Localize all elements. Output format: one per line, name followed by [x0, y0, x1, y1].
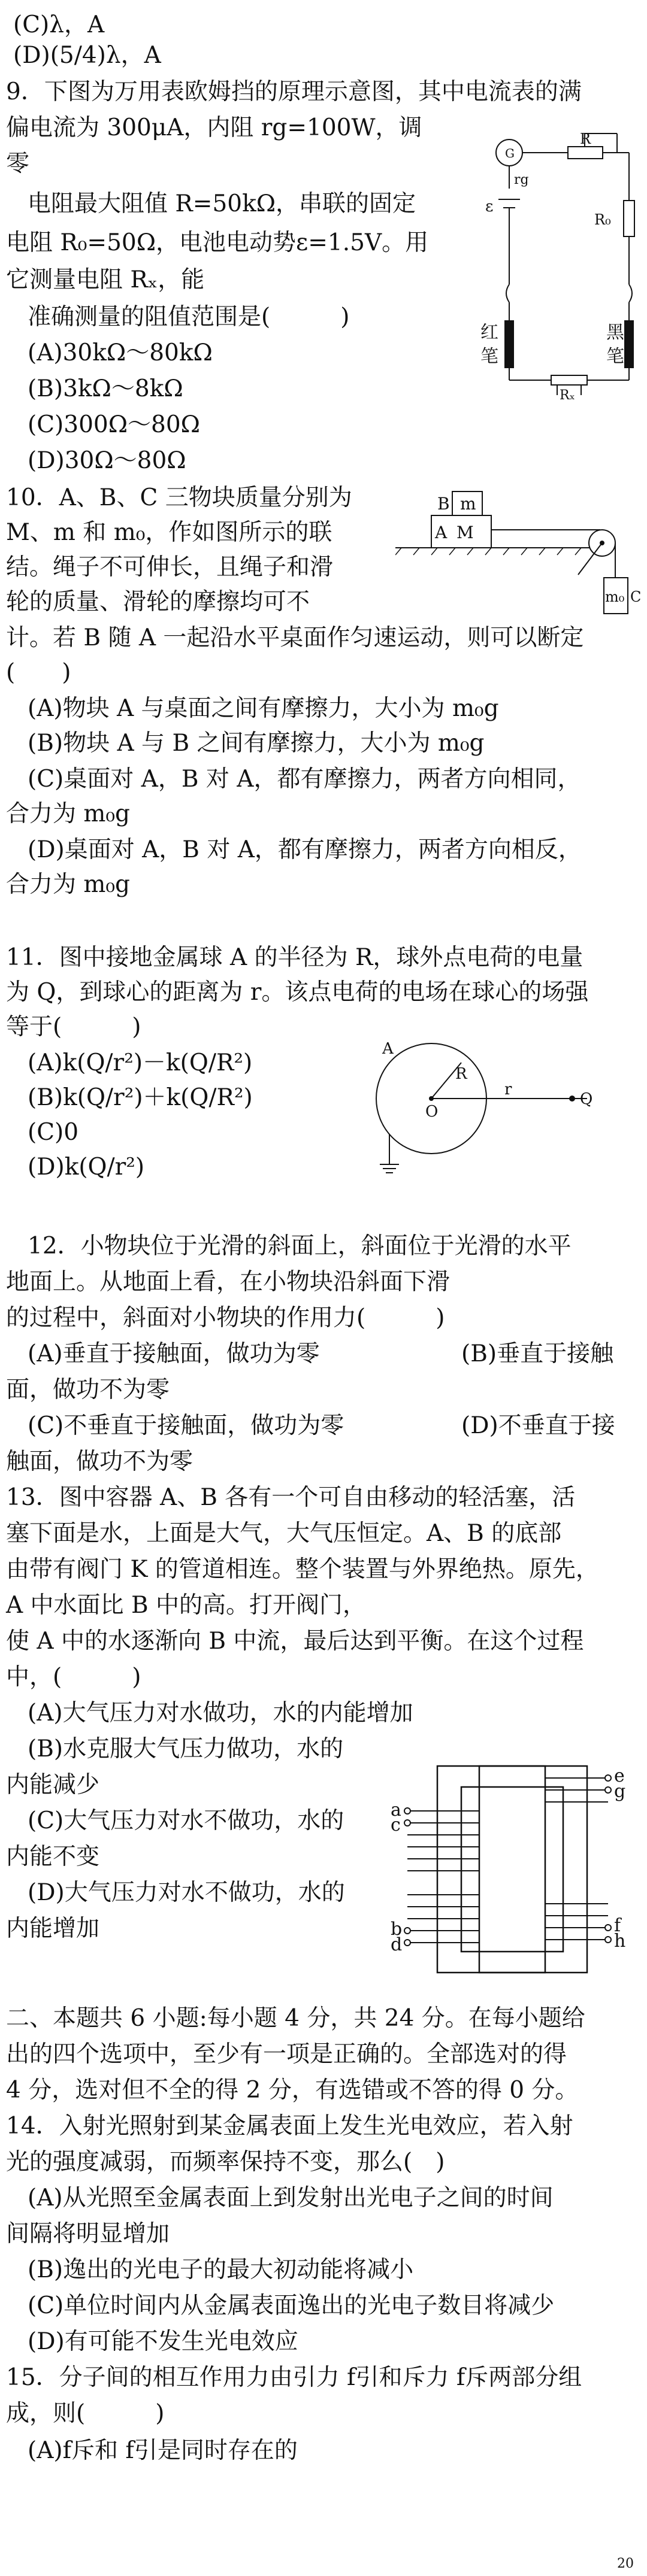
- fig9-label-red: 红: [480, 322, 498, 343]
- option-b: (B)3kΩ～8kΩ: [28, 375, 183, 402]
- text-line: ( ): [6, 659, 71, 686]
- fig10-label-b: B: [437, 494, 450, 514]
- text-line: (C)λ，A: [13, 11, 105, 38]
- text-line: 成，则( ): [6, 2400, 165, 2427]
- text-line: A 中水面比 B 中的高。打开阀门，: [6, 1592, 367, 1619]
- text-line: 它测量电阻 Rₓ，能: [6, 266, 205, 293]
- fig13-label-b: b: [391, 1919, 403, 1940]
- text-line: 的过程中，斜面对小物块的作用力( ): [6, 1304, 445, 1331]
- fig13-label-f: f: [614, 1915, 621, 1936]
- text-line: 为 Q，到球心的距离为 r。该点电荷的电场在球心的场强: [6, 979, 589, 1006]
- text-line: 轮的质量、滑轮的摩擦均可不: [6, 588, 310, 615]
- text-line: 触面，做功不为零: [6, 1448, 194, 1475]
- red-probe-body: [504, 320, 514, 368]
- text-line: 间隔将明显增加: [6, 2220, 170, 2247]
- ohmmeter-circuit-figure: [467, 129, 641, 401]
- fig11-label-q: Q: [580, 1090, 593, 1108]
- black-probe-body: [624, 320, 634, 368]
- option-a: (A)垂直于接触面，做功为零: [28, 1340, 320, 1367]
- text-line: 由带有阀门 K 的管道相连。整个装置与外界绝热。原先，: [6, 1556, 599, 1583]
- text-line: 中，( ): [6, 1664, 141, 1691]
- fig10-label-a: A: [435, 523, 448, 542]
- fig9-label-r0: R₀: [594, 211, 611, 228]
- option-b: (B)逸出的光电子的最大初动能将减小: [28, 2256, 414, 2283]
- fig11-label-a: A: [382, 1040, 394, 1058]
- question-13-stem: 13．图中容器 A、B 各有一个可自由移动的轻活塞，活: [6, 1484, 576, 1511]
- text-line: 内能减少: [6, 1771, 100, 1798]
- text-line: 等于( ): [6, 1014, 141, 1040]
- option-a: (A)30kΩ～80kΩ: [28, 339, 213, 366]
- option-b: (B)水克服大气压力做功，水的: [28, 1735, 344, 1762]
- text-line: 合力为 m₀g: [6, 800, 130, 827]
- option-d: (D)30Ω～80Ω: [28, 447, 186, 474]
- option-d: (D)有可能不发生光电效应: [28, 2328, 298, 2355]
- grounded-sphere-figure: [365, 1036, 605, 1185]
- option-c: (C)大气压力对水不做功，水的: [28, 1807, 344, 1834]
- fig13-label-g: g: [614, 1781, 626, 1802]
- option-c: (C)不垂直于接触面，做功为零: [28, 1412, 344, 1439]
- text-line: 内能增加: [6, 1915, 100, 1942]
- option-d: (D)桌面对 A，B 对 A，都有摩擦力，两者方向相反，: [28, 836, 582, 863]
- option-b: (B)垂直于接触: [461, 1340, 614, 1367]
- question-9-stem: 9．下图为万用表欧姆挡的原理示意图，其中电流表的满: [6, 78, 582, 105]
- fig9-label-black: 黑: [606, 322, 624, 343]
- option-c: (C)300Ω～80Ω: [28, 411, 201, 438]
- fig10-label-c: C: [630, 588, 641, 605]
- fig13-label-d: d: [391, 1934, 403, 1955]
- text-line: 电阻最大阻值 R=50kΩ，串联的固定: [28, 190, 416, 217]
- option-d: (D)大气压力对水不做功，水的: [28, 1879, 345, 1906]
- option-a: (A)从光照至金属表面上到发射出光电子之间的时间: [28, 2184, 554, 2211]
- option-b: (B)k(Q/r²)＋k(Q/R²): [28, 1084, 253, 1111]
- text-line: 使 A 中的水逐渐向 B 中流，最后达到平衡。在这个过程: [6, 1628, 584, 1655]
- option-d: (D)不垂直于接: [461, 1412, 615, 1439]
- text-line: 电阻 R₀=50Ω，电池电动势ε=1.5V。用: [6, 229, 429, 256]
- question-14-stem: 14．入射光照射到某金属表面上发生光电效应，若入射: [6, 2113, 573, 2140]
- fig9-label-emf: ε: [485, 198, 494, 216]
- option-c: (C)桌面对 A，B 对 A，都有摩擦力，两者方向相同，: [28, 766, 581, 793]
- text-line: 塞下面是水，上面是大气，大气压恒定。A、B 的底部: [6, 1520, 562, 1547]
- text-line: 合力为 m₀g: [6, 871, 130, 898]
- text-line: 出的四个选项中，至少有一项是正确的。全部选对的得: [6, 2041, 567, 2068]
- fig13-label-e: e: [614, 1765, 625, 1786]
- fig9-label-rg: rg: [514, 172, 529, 187]
- section-two-heading: 二、本题共 6 小题:每小题 4 分，共 24 分。在每小题给: [6, 2005, 585, 2032]
- fig9-label-pen: 笔: [606, 346, 624, 367]
- text-line: M、m 和 m₀，作如图所示的联: [6, 519, 332, 546]
- fig11-label-small-r: r: [504, 1081, 512, 1099]
- fig9-label-rx: Rₓ: [560, 388, 575, 401]
- fig11-label-o: O: [425, 1103, 439, 1121]
- option-c: (C)0: [28, 1119, 79, 1146]
- option-c: (C)单位时间内从金属表面逸出的光电子数目将减少: [28, 2292, 555, 2319]
- question-10-stem: 10．A、B、C 三物块质量分别为: [6, 484, 352, 511]
- text-line: 内能不变: [6, 1843, 100, 1870]
- fig9-meter-symbol: G: [505, 146, 515, 160]
- fig9-label-pen: 笔: [480, 346, 498, 367]
- text-line: 4 分，选对但不全的得 2 分，有选错或不答的得 0 分。: [6, 2077, 579, 2104]
- fig13-label-a: a: [391, 1800, 401, 1821]
- text-line: 准确测量的阻值范围是( ): [28, 304, 350, 330]
- question-15-stem: 15．分子间的相互作用力由引力 f引和斥力 f斥两部分组: [6, 2364, 582, 2391]
- option-a: (A)k(Q/r²)－k(Q/R²): [28, 1049, 253, 1076]
- text-line: 面，做功不为零: [6, 1376, 170, 1403]
- fig9-label-r: R: [580, 131, 591, 147]
- option-a: (A)物块 A 与桌面之间有摩擦力，大小为 m₀g: [28, 695, 499, 722]
- question-12-stem: 12．小物块位于光滑的斜面上，斜面位于光滑的水平: [28, 1233, 572, 1260]
- text-line: 结。绳子不可伸长，且绳子和滑: [6, 554, 334, 581]
- page-number: 20: [617, 2556, 634, 2571]
- option-a: (A)大气压力对水做功，水的内能增加: [28, 1700, 413, 1727]
- text-line: 偏电流为 300μA，内阻 rg=100W，调: [6, 114, 422, 141]
- text-line: 计。若 B 随 A 一起沿水平桌面作匀速运动，则可以断定: [6, 624, 584, 651]
- fig13-label-h: h: [614, 1931, 626, 1952]
- fig10-label-m: m: [460, 494, 476, 514]
- fig10-label-m0: m₀: [605, 588, 625, 605]
- fig10-label-big-m: M: [456, 523, 474, 542]
- text-line: 零: [6, 150, 30, 177]
- transformer-figure: [383, 1754, 635, 1994]
- text-line: 光的强度减弱，而频率保持不变，那么( ): [6, 2149, 445, 2176]
- fig13-label-c: c: [391, 1815, 401, 1835]
- option-d: (D)k(Q/r²): [28, 1154, 145, 1181]
- option-a: (A)f斥和 f引是同时存在的: [28, 2437, 298, 2464]
- fig11-label-r: R: [455, 1065, 467, 1083]
- blocks-pulley-figure: [395, 488, 641, 626]
- option-b: (B)物块 A 与 B 之间有摩擦力，大小为 m₀g: [28, 730, 485, 757]
- text-line: (D)(5/4)λ，A: [13, 42, 161, 69]
- text-line: 地面上。从地面上看，在小物块沿斜面下滑: [6, 1269, 451, 1295]
- question-11-stem: 11．图中接地金属球 A 的半径为 R，球外点电荷的电量: [6, 944, 583, 971]
